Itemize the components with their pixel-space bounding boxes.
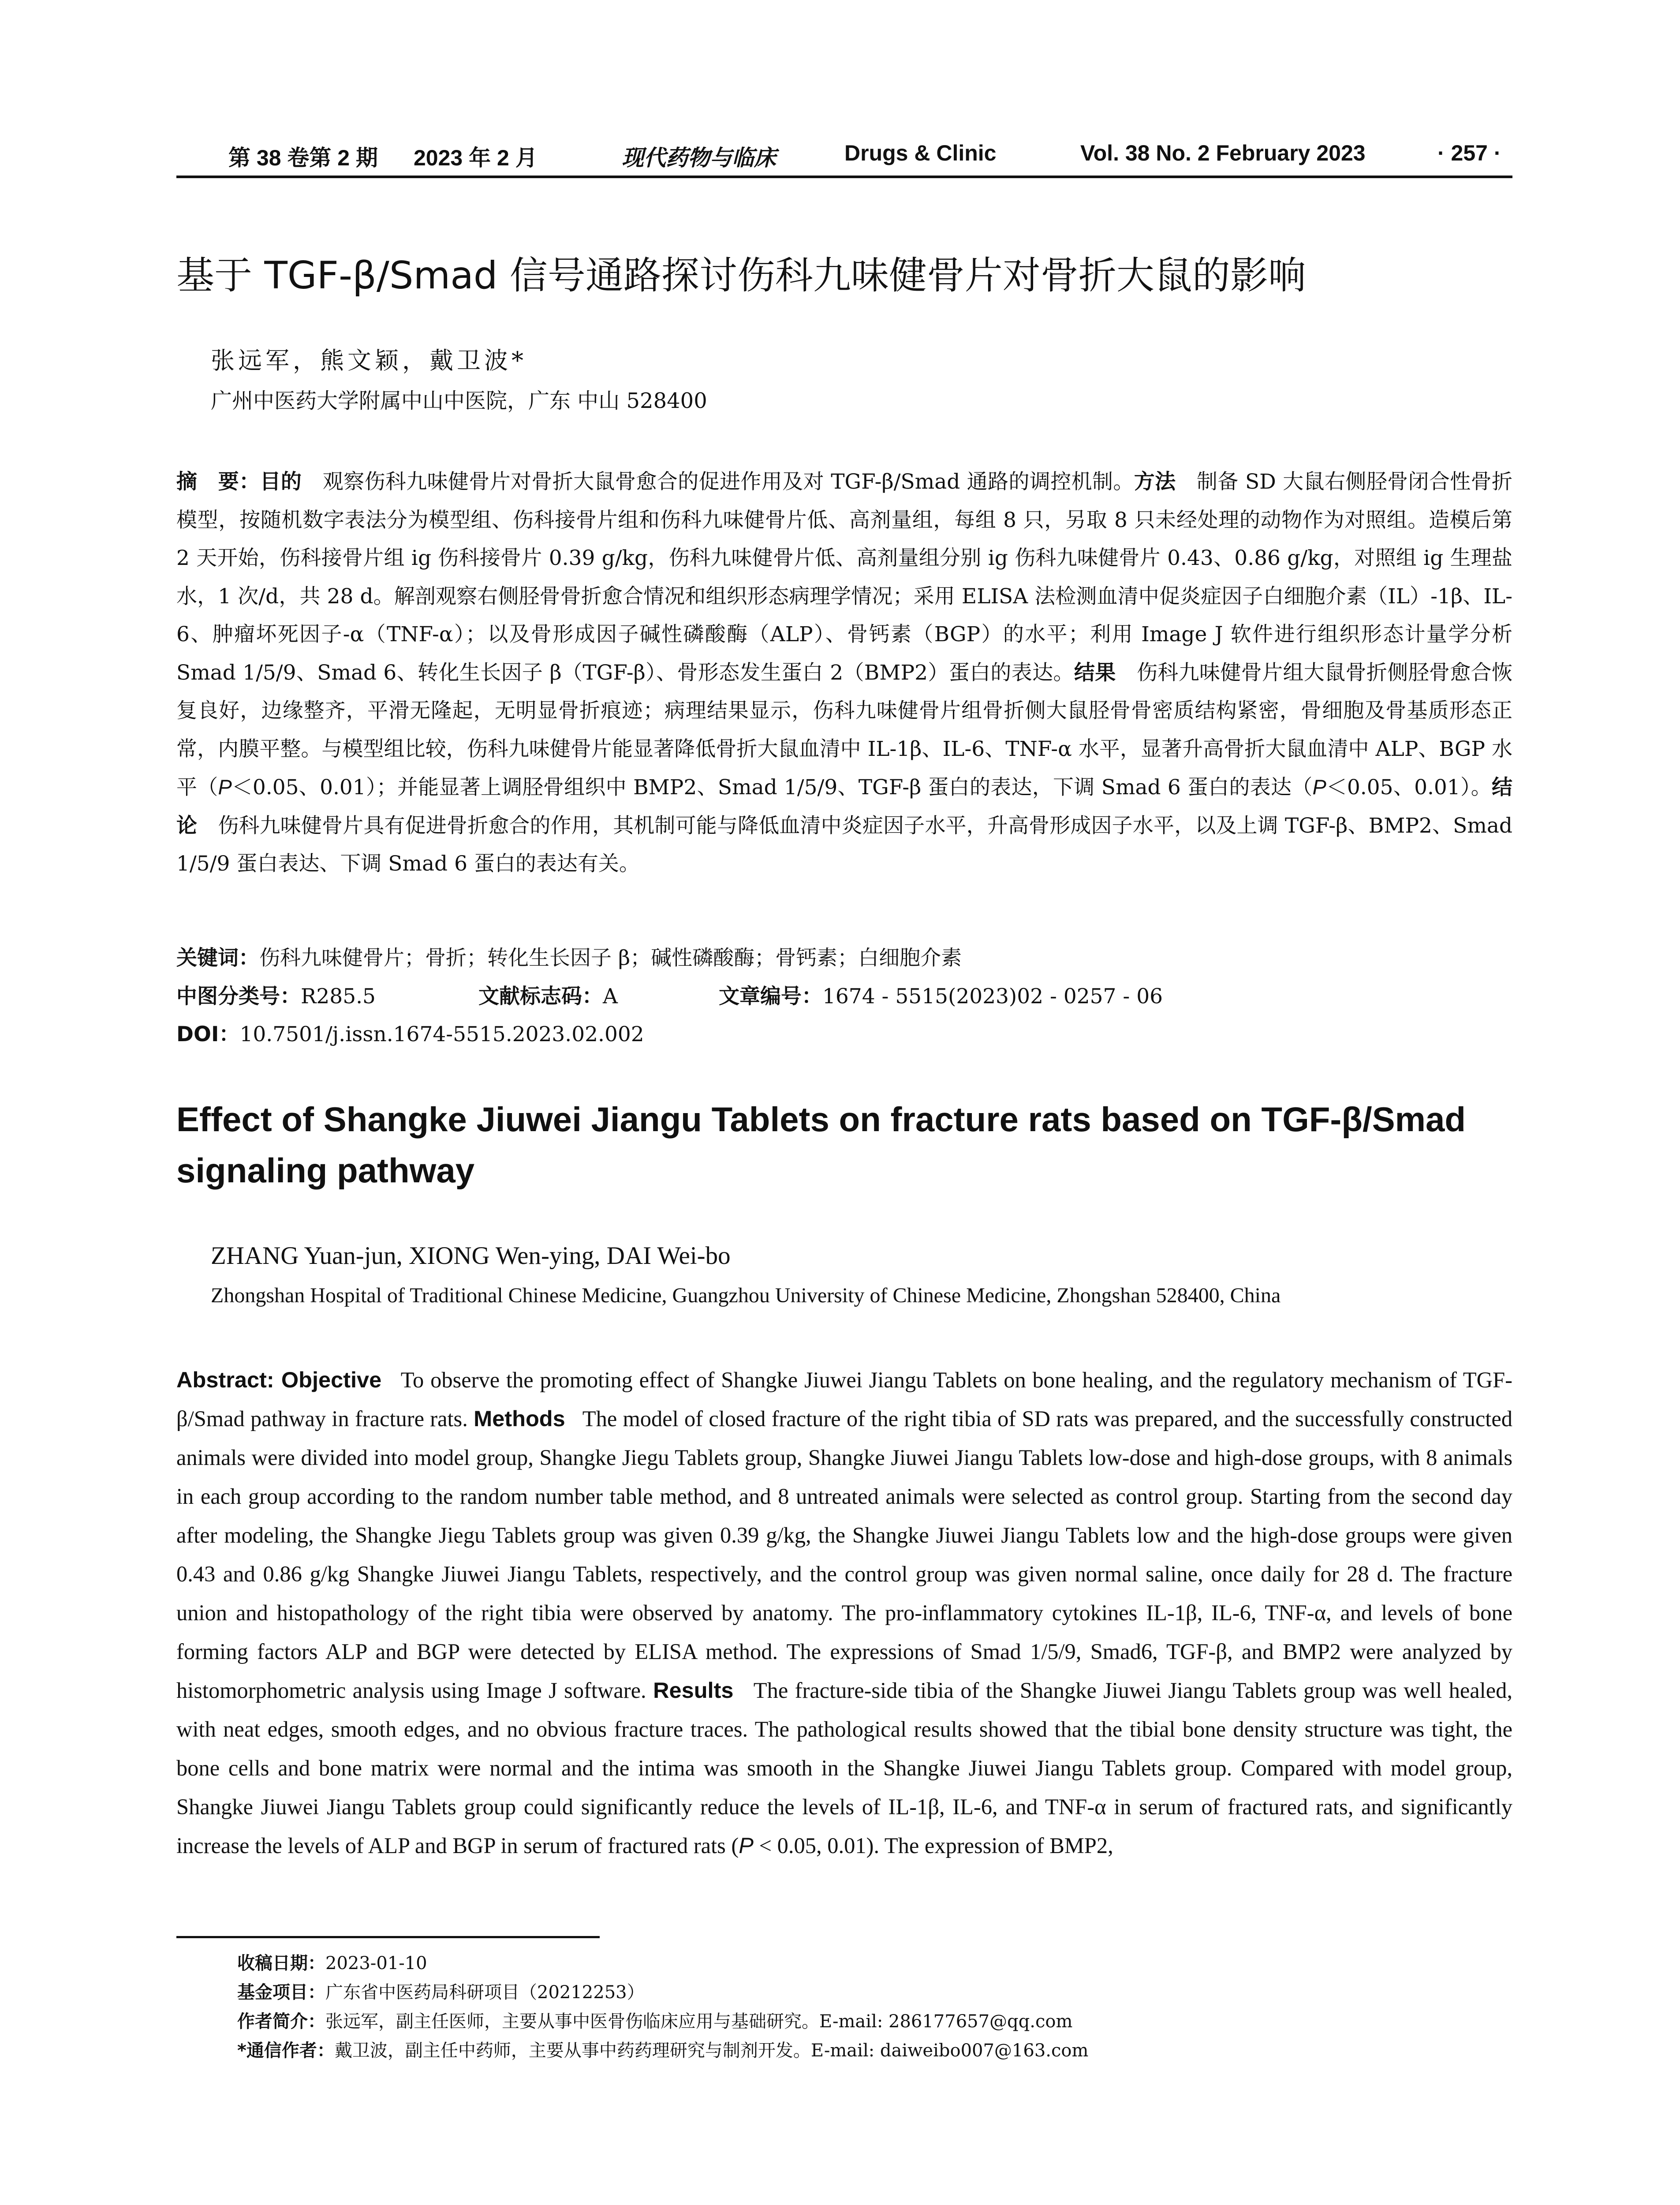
article-number: 1674 - 5515(2023)02 - 0257 - 06 [822, 984, 1163, 1009]
doi-label: DOI： [176, 1022, 240, 1046]
journal-cn: 现代药物与临床 [622, 145, 776, 171]
en-methods-label: Methods [474, 1406, 565, 1431]
cn-abstract-label: 摘 要： [176, 470, 260, 494]
en-abstract [176, 1360, 1512, 1865]
cn-keywords [176, 942, 962, 971]
clc: R285.5 [301, 984, 376, 1009]
issue-cn: 第 38 卷第 2 期 [228, 146, 378, 170]
cn-abstract [176, 463, 1512, 883]
keywords: 伤科九味健骨片；骨折；转化生长因子 β；碱性磷酸酶；骨钙素；白细胞介素 [259, 946, 962, 970]
author-label: 作者简介： [237, 2011, 325, 2032]
en-authors: ZHANG Yuan-jun, XIONG Wen-ying, DAI Wei-bo [211, 1242, 731, 1270]
cn-methods-label: 方法 [1134, 470, 1176, 494]
en-objective: To observe the promoting effect of Shangke Jiuwei Jiangu Tablets on bone healing, and the regulatory mechanism of TGF-β/Smad pathway in fracture rats. [176, 1368, 1512, 1431]
article-label: 文章编号： [719, 984, 822, 1009]
cn-conclusion: 伤科九味健骨片具有促进骨折愈合的作用，其机制可能与降低血清中炎症因子水平，升高骨形成因子水平，以及上调 TGF-β、BMP2、Smad 1/5/9 蛋白表达、下调 Smad 6 蛋白的表达有关。 [176, 813, 1513, 876]
cn-results-a: 伤科九味健骨片组大鼠骨折侧胫骨愈合恢复良好，边缘整齐，平滑无隆起，无明显骨折痕迹；病理结果显示，伤科九味健骨片组骨折侧大鼠胫骨骨密质结构紧密，骨细胞及骨基质形态正常，内膜平整。与模型组比较，伤科九味健骨片能显著降低骨折大鼠血清中 IL-1β、IL-6、TNF-α 水平，显著升高骨折大鼠血清中 ALP、BGP 水平（ [176, 660, 1513, 800]
received-date: 2023-01-10 [325, 1953, 427, 1973]
fund-label: 基金项目： [237, 1982, 325, 2003]
en-methods: The model of closed fracture of the right tibia of SD rats was prepared, and the successfully constructed animals were divided into model group, Shangke Jiegu Tablets group, Shangke Jiuwei Jiangu Tablets low-dose and high-dose groups, with 8 animals in each group according to the random number table method, and 8 untreated animals were selected as control group. Starting from the second day after modeling, the Shangke Jiegu Tablets group was given 0.39 g/kg, the Shangke Jiuwei Jiangu Tablets low and the high-dose groups were given 0.43 and 0.86 g/kg Shangke Jiuwei Jiangu Tablets, respectively, and the control group was given normal saline, once daily for 28 d. The fracture union and histopathology of the right tibia were observed by anatomy. The pro-inflammatory cytokines IL-1β, IL-6, TNF-α, and levels of bone forming factors ALP and BGP were detected by ELISA method. The expressions of Smad 1/5/9, Smad6, TGF-β, and BMP2 were analyzed by histomorphometric analysis using Image J software. [176, 1406, 1512, 1703]
doi: 10.7501/j.issn.1674-5515.2023.02.002 [239, 1022, 644, 1046]
doccode: A [603, 984, 618, 1009]
keywords-label: 关键词： [176, 946, 259, 970]
cn-results-label: 结果 [1074, 660, 1116, 685]
author-bio: 张远军，副主任医师，主要从事中医骨伤临床应用与基础研究。E-mail: 286177657@qq.com [325, 2011, 1073, 2032]
footnote-author [237, 2007, 1072, 2033]
doccode-line [478, 980, 618, 1009]
footnote-corresponding [237, 2037, 1088, 2062]
en-affiliation: Zhongshan Hospital of Traditional Chinese Medicine, Guangzhou University of Chinese Medicine, Zhongshan 528400, China [211, 1284, 1281, 1307]
en-title: Effect of Shangke Jiuwei Jiangu Tablets on fracture rats based on TGF-β/Smad signaling pathway [176, 1100, 1466, 1190]
doi-line [176, 1018, 644, 1047]
date-cn: 2023 年 2 月 [414, 146, 538, 170]
journal-en: Drugs & Clinic [844, 141, 997, 165]
cn-objective: 观察伤科九味健骨片对骨折大鼠骨愈合的促进作用及对 TGF-β/Smad 通路的调控机制。 [322, 470, 1134, 494]
p-symbol: P [218, 775, 232, 799]
received-label: 收稿日期： [237, 1953, 325, 1973]
en-results-label: Results [653, 1678, 734, 1703]
footnote-fund [237, 1978, 645, 2003]
corresponding-author: 戴卫波，副主任中药师，主要从事中药药理研究与制剂开发。E-mail: daiweibo007@163.com [334, 2041, 1089, 2061]
cn-results-b: ＜0.05、0.01）；并能显著上调胫骨组织中 BMP2、Smad 1/5/9、TGF-β 蛋白的表达，下调 Smad 6 蛋白的表达（ [231, 775, 1313, 800]
footnote-rule [176, 1936, 600, 1938]
doccode-label: 文献标志码： [478, 984, 603, 1009]
footnote-received [237, 1949, 427, 1974]
running-header [176, 140, 1512, 176]
header-rule [176, 176, 1512, 178]
p-symbol: P [739, 1833, 754, 1858]
cn-results-c: ＜0.05、0.01）。 [1326, 775, 1492, 800]
cn-objective-label: 目的 [260, 470, 302, 494]
page-number: · 257 · [1437, 141, 1501, 165]
clc-label: 中图分类号： [176, 984, 301, 1009]
fund: 广东省中医药局科研项目（20212253） [325, 1982, 645, 2003]
cn-conclusion-label: 结论 [176, 775, 1513, 838]
cn-authors: 张远军，熊文颖，戴卫波* [211, 347, 527, 374]
article-line [719, 980, 1163, 1009]
cn-title: 基于 TGF-β/Smad 信号通路探讨伤科九味健骨片对骨折大鼠的影响 [176, 254, 1306, 298]
en-results-a: The fracture-side tibia of the Shangke Jiuwei Jiangu Tablets group was well healed, with neat edges, smooth edges, and no obvious fracture traces. The pathological results showed that the tibial bone density structure was tight, the bone cells and bone matrix were normal and the intima was smooth in the Shangke Jiuwei Jiangu Tablets group. Compared with model group, Shangke Jiuwei Jiangu Tablets group could significantly reduce the levels of IL-1β, IL-6, and TNF-α in serum of fractured rats, and significantly increase the levels of ALP and BGP in serum of fractured rats ( [176, 1678, 1513, 1858]
cn-affiliation: 广州中医药大学附属中山中医院，广东 中山 528400 [211, 389, 707, 413]
cn-methods: 制备 SD 大鼠右侧胫骨闭合性骨折模型，按随机数字表法分为模型组、伤科接骨片组和伤科九味健骨片低、高剂量组，每组 8 只，另取 8 只未经处理的动物作为对照组。造模后第 2 天开始，伤科接骨片组 ig 伤科接骨片 0.39 g/kg，伤科九味健骨片低、高剂量组分别 ig 伤科九味健骨片 0.43、0.86 g/kg，对照组 ig 生理盐水，1 次/d，共 28 d。解剖观察右侧胫骨骨折愈合情况和组织形态病理学情况；采用 ELISA 法检测血清中促炎症因子白细胞介素（IL）-1β、IL-6、肿瘤坏死因子-α（TNF-α）；以及骨形成因子碱性磷酸酶（ALP）、骨钙素（BGP）的水平；利用 Image J 软件进行组织形态计量学分析 Smad 1/5/9、Smad 6、转化生长因子 β（TGF-β）、骨形态发生蛋白 2（BMP2）蛋白的表达。 [176, 470, 1513, 685]
en-results-b: < 0.05, 0.01). The expression of BMP2, [753, 1833, 1113, 1858]
p-symbol: P [1312, 775, 1326, 799]
corresponding-label: *通信作者： [237, 2041, 335, 2061]
issue-en: Vol. 38 No. 2 February 2023 [1080, 141, 1366, 165]
en-abstract-label: Abstract: Objective [176, 1367, 382, 1392]
clc-line [176, 980, 376, 1009]
